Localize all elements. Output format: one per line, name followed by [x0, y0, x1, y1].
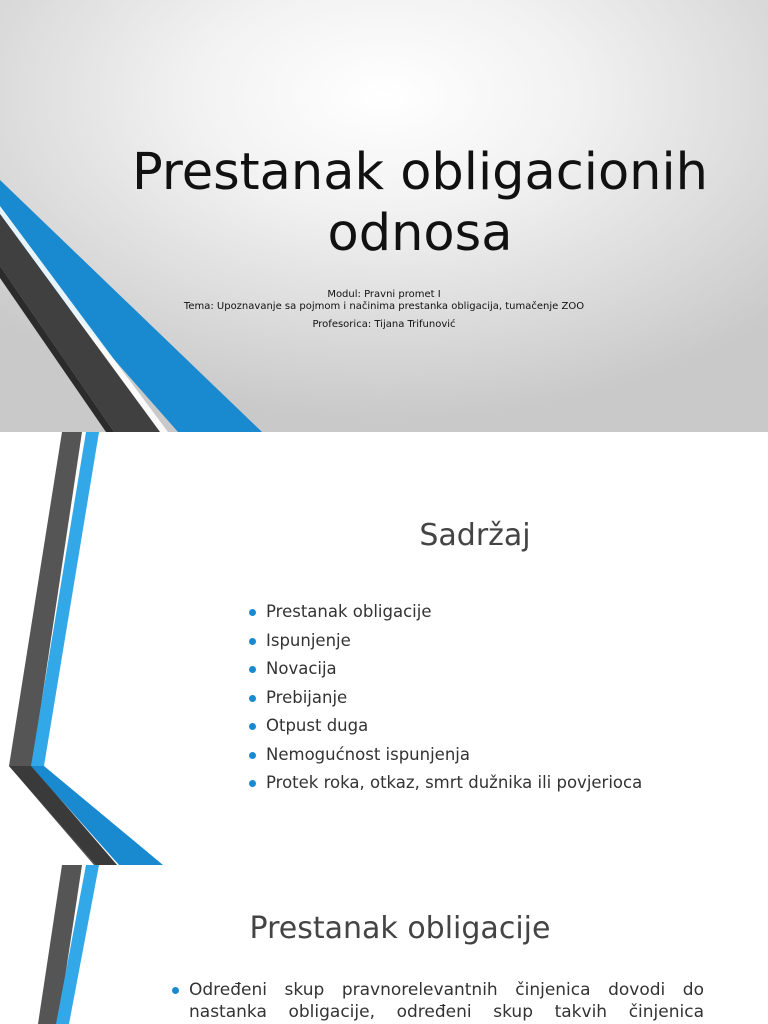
list-item: Protek roka, otkaz, smrt dužnika ili povjerioca	[246, 769, 642, 798]
slide-prestanak	[0, 865, 768, 1024]
bullet-icon	[249, 695, 256, 702]
list-item: Prebijanje	[246, 684, 642, 713]
bullet-icon	[249, 666, 256, 673]
list-item: Prestanak obligacije	[246, 598, 642, 627]
subtitle-topic: Tema: Upoznavanje sa pojmom i načinima prestanka obligacija, tumačenje ZOO	[183, 301, 585, 312]
bullet-icon	[249, 752, 256, 759]
contents-list	[246, 598, 642, 798]
list-item: Ispunjenje	[246, 627, 642, 656]
bullet-icon	[172, 987, 179, 994]
subtitle-module: Modul: Pravni promet I	[327, 289, 441, 300]
bullet-icon	[249, 780, 256, 787]
bullet-icon	[249, 609, 256, 616]
section-heading: Sadržaj	[419, 518, 531, 553]
slide-contents	[0, 432, 768, 865]
subtitle-professor: Profesorica: Tijana Trifunović	[312, 319, 456, 330]
body-paragraph: Određeni skup pravnorelevantnih činjenica dovodi do nastanka obligacije, određeni skup takvih činjenica	[172, 979, 704, 1023]
slide-title	[0, 0, 768, 432]
bullet-icon	[249, 638, 256, 645]
section-heading: Prestanak obligacije	[249, 911, 551, 946]
list-item: Otpust duga	[246, 712, 642, 741]
list-item: Novacija	[246, 655, 642, 684]
bullet-icon	[249, 723, 256, 730]
list-item: Nemogućnost ispunjenja	[246, 741, 642, 770]
presentation-title: Prestanak obligacionih odnosa	[132, 143, 708, 263]
